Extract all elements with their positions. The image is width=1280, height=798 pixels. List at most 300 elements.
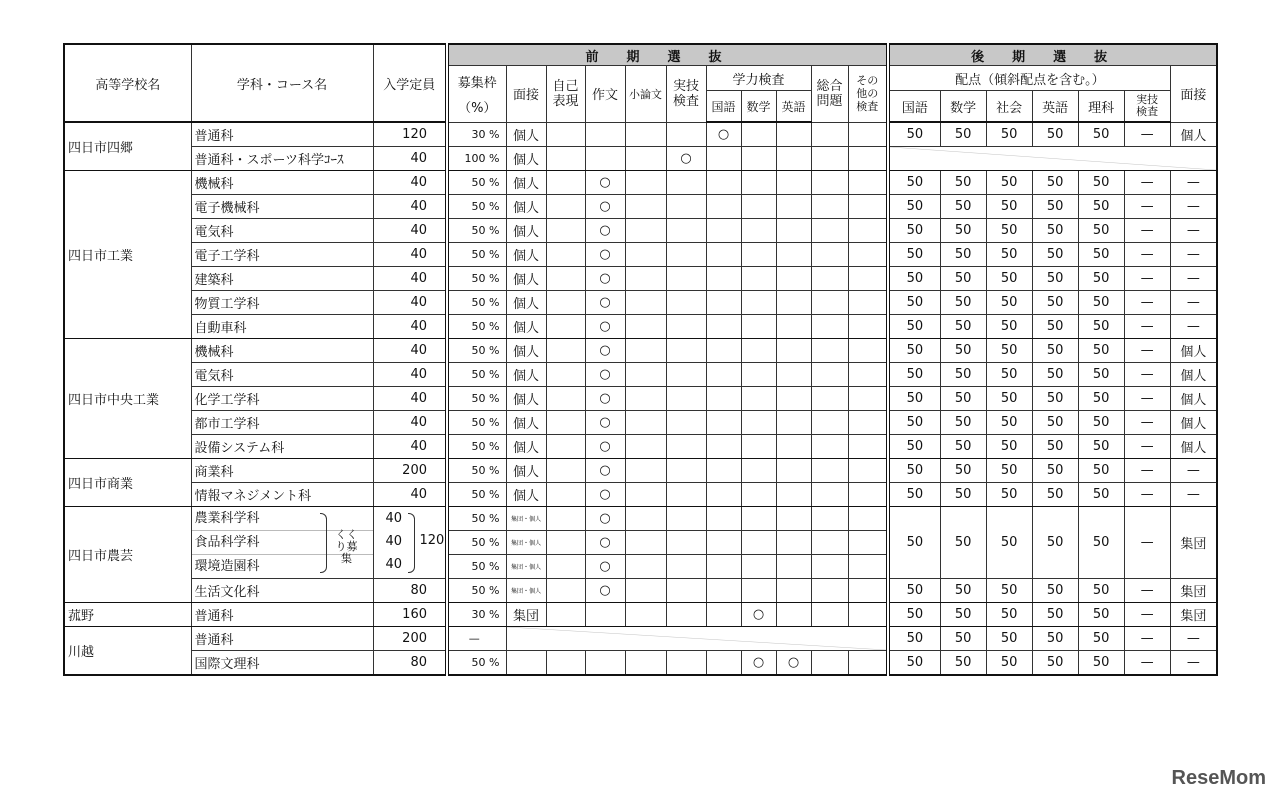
empty-cell-sogo [811,459,848,483]
late-interview: 集団 [1170,507,1217,579]
score-shakai: 50 [986,219,1032,243]
circle-mark-sakubun: ○ [585,483,625,507]
empty-cell-eigo [776,507,811,531]
score-rika: 50 [1078,603,1124,627]
course-name: 食品科学科 [192,530,373,554]
score-sugaku: 50 [940,291,986,315]
empty-cell-eigo [776,195,811,219]
table-row [64,651,1217,676]
late-interview: 個人 [1170,411,1217,435]
score-kokugo: 50 [888,603,940,627]
score-kokugo: 50 [888,291,940,315]
score-eigo: 50 [1032,122,1078,147]
empty-cell-eigo [776,122,811,147]
capacity: 40 [373,363,447,387]
empty-cell-jiko [546,579,585,603]
late-jitsugi: — [1124,195,1170,219]
empty-cell-sugaku [741,171,776,195]
empty-cell-kokugo [706,507,741,531]
table-row [64,267,1217,291]
late-interview: — [1170,243,1217,267]
empty-cell-eigo [776,411,811,435]
empty-cell-jiko [546,267,585,291]
empty-cell-shoronbun [625,339,666,363]
empty-cell-sonota [848,363,888,387]
score-rika: 50 [1078,315,1124,339]
header-late-sugaku: 数学 [940,91,986,123]
late-jitsugi: — [1124,219,1170,243]
interview-type: 個人 [506,483,546,507]
score-eigo: 50 [1032,411,1078,435]
late-interview: — [1170,291,1217,315]
capacity-group [373,507,447,579]
header-waku-unit: （%） [458,100,497,116]
empty-cell-jiko [546,315,585,339]
capacity: 40 [373,219,447,243]
header-eigo: 英語 [776,91,811,123]
header-late-shakai: 社会 [986,91,1032,123]
course-name: 自動車科 [191,315,373,339]
diagonal-line [890,147,1216,170]
late-jitsugi: — [1124,627,1170,651]
score-rika: 50 [1078,435,1124,459]
table-row [64,579,1217,603]
score-eigo: 50 [1032,171,1078,195]
empty-cell-sonota [848,315,888,339]
late-interview: 集団 [1170,579,1217,603]
score-rika: 50 [1078,459,1124,483]
school-name: 菰野 [64,603,191,627]
empty-cell-kokugo [706,531,741,555]
empty-cell-kokugo [706,339,741,363]
circle-mark-sakubun: ○ [585,579,625,603]
header-jiko: 自己表現 [546,66,585,123]
empty-cell-sogo [811,267,848,291]
empty-cell-sugaku [741,531,776,555]
table-row [64,122,1217,147]
empty-cell-kokugo [706,411,741,435]
empty-cell-jitsugi [666,651,706,676]
school-name: 川越 [64,627,191,676]
empty-cell-jitsugi [666,387,706,411]
interview-type: 個人 [506,267,546,291]
empty-cell-sogo [811,315,848,339]
late-interview: 集団 [1170,603,1217,627]
empty-cell-sogo [811,387,848,411]
score-rika: 50 [1078,387,1124,411]
capacity: 40 [373,483,447,507]
interview-type: 集団・個人 [506,507,546,531]
empty-cell-eigo [776,171,811,195]
empty-cell-jitsugi [666,579,706,603]
empty-cell-sugaku [741,219,776,243]
interview-type: 個人 [506,459,546,483]
empty-cell-sakubun [585,651,625,676]
empty-cell-shoronbun [625,291,666,315]
empty-cell-sonota [848,291,888,315]
interview-type: 個人 [506,387,546,411]
course-group [191,507,373,579]
score-shakai: 50 [986,315,1032,339]
empty-cell-sugaku [741,243,776,267]
empty-cell-sugaku [741,267,776,291]
capacity: 200 [373,459,447,483]
empty-cell-jiko [546,122,585,147]
score-eigo: 50 [1032,243,1078,267]
score-shakai: 50 [986,579,1032,603]
score-kokugo: 50 [888,267,940,291]
circle-mark-sakubun: ○ [585,339,625,363]
empty-cell-jitsugi [666,339,706,363]
score-sugaku: 50 [940,122,986,147]
score-sugaku: 50 [940,507,986,579]
empty-cell-kokugo [706,387,741,411]
table-row [64,243,1217,267]
interview-type [506,651,546,676]
empty-cell-jiko [546,507,585,531]
empty-cell-eigo [776,291,811,315]
recruit-ratio: 50 % [447,219,506,243]
empty-cell-shoronbun [625,171,666,195]
course-name: 普通科 [191,603,373,627]
empty-cell-eigo [776,339,811,363]
empty-cell-eigo [776,267,811,291]
score-kokugo: 50 [888,483,940,507]
score-eigo: 50 [1032,267,1078,291]
brace-icon [408,513,415,573]
late-jitsugi: — [1124,435,1170,459]
score-shakai: 50 [986,363,1032,387]
empty-cell-sugaku [741,315,776,339]
course-name: 情報マネジメント科 [191,483,373,507]
score-rika: 50 [1078,411,1124,435]
circle-mark-sakubun: ○ [585,555,625,579]
empty-cell-eigo [776,147,811,171]
late-jitsugi: — [1124,363,1170,387]
score-rika: 50 [1078,483,1124,507]
header-course: 学科・コース名 [191,44,373,122]
interview-type: 個人 [506,147,546,171]
course-name: 機械科 [191,339,373,363]
interview-type: 集団・個人 [506,531,546,555]
score-kokugo: 50 [888,243,940,267]
score-sugaku: 50 [940,483,986,507]
score-shakai: 50 [986,507,1032,579]
not-applicable-cell [888,147,1217,171]
late-jitsugi: — [1124,291,1170,315]
recruit-ratio: 50 % [447,243,506,267]
empty-cell-sogo [811,651,848,676]
empty-cell-sogo [811,291,848,315]
interview-type: 個人 [506,339,546,363]
late-interview: — [1170,195,1217,219]
course-name: 電子機械科 [191,195,373,219]
score-eigo: 50 [1032,291,1078,315]
empty-cell-kokugo [706,315,741,339]
score-shakai: 50 [986,195,1032,219]
score-rika: 50 [1078,363,1124,387]
empty-cell-sogo [811,339,848,363]
course-name: 建築科 [191,267,373,291]
capacity: 40 [385,557,403,572]
empty-cell-jitsugi [666,363,706,387]
interview-type: 個人 [506,171,546,195]
table-row [64,411,1217,435]
empty-cell-sugaku [741,339,776,363]
score-eigo: 50 [1032,603,1078,627]
interview-type: 個人 [506,435,546,459]
school-name: 四日市農芸 [64,507,191,603]
empty-cell-jitsugi [666,411,706,435]
header-sugaku: 数学 [741,91,776,123]
empty-cell-kokugo [706,291,741,315]
capacity: 80 [373,651,447,676]
header-late-mensetsu: 面接 [1170,66,1217,123]
empty-cell-shoronbun [625,435,666,459]
circle-mark-sugaku: ○ [741,603,776,627]
empty-cell-shoronbun [625,411,666,435]
empty-cell-sonota [848,507,888,531]
capacity: 40 [385,534,403,549]
score-shakai: 50 [986,267,1032,291]
empty-cell-shoronbun [625,267,666,291]
empty-cell-sonota [848,555,888,579]
empty-cell-shoronbun [625,147,666,171]
score-sugaku: 50 [940,219,986,243]
circle-mark-jitsugi: ○ [666,147,706,171]
empty-cell-jitsugi [666,243,706,267]
interview-type: 個人 [506,363,546,387]
empty-cell-shoronbun [625,459,666,483]
course-name: 機械科 [191,171,373,195]
empty-cell-shoronbun [625,579,666,603]
empty-cell-shoronbun [625,219,666,243]
score-rika: 50 [1078,122,1124,147]
empty-cell-shoronbun [625,195,666,219]
empty-cell-sugaku [741,291,776,315]
score-sugaku: 50 [940,603,986,627]
empty-cell-sugaku [741,579,776,603]
recruit-ratio: 50 % [447,483,506,507]
table-row [64,507,1217,531]
interview-type: 集団・個人 [506,579,546,603]
capacity: 160 [373,603,447,627]
capacity: 40 [373,267,447,291]
score-eigo: 50 [1032,195,1078,219]
late-jitsugi: — [1124,651,1170,676]
admission-table [63,43,1218,676]
header-waku-label: 募集枠 [457,75,497,91]
score-sugaku: 50 [940,339,986,363]
late-interview: — [1170,267,1217,291]
late-jitsugi: — [1124,267,1170,291]
empty-cell-jiko [546,483,585,507]
empty-cell-eigo [776,555,811,579]
late-interview: — [1170,219,1217,243]
empty-cell-sugaku [741,507,776,531]
score-kokugo: 50 [888,627,940,651]
recruit-ratio: 50 % [447,171,506,195]
empty-cell-jiko [546,219,585,243]
circle-mark-sugaku: ○ [741,651,776,676]
late-interview: — [1170,651,1217,676]
header-late-eigo: 英語 [1032,91,1078,123]
score-kokugo: 50 [888,507,940,579]
course-name: 普通科 [191,627,373,651]
school-name: 四日市中央工業 [64,339,191,459]
table-row [64,387,1217,411]
empty-cell-jitsugi [666,603,706,627]
score-rika: 50 [1078,195,1124,219]
empty-cell-eigo [776,459,811,483]
header-kokugo: 国語 [706,91,741,123]
late-jitsugi: — [1124,122,1170,147]
late-jitsugi: — [1124,315,1170,339]
empty-cell-sugaku [741,435,776,459]
empty-cell-eigo [776,363,811,387]
empty-cell-jitsugi [666,435,706,459]
empty-cell-jiko [546,459,585,483]
empty-cell-jitsugi [666,315,706,339]
table-row [64,171,1217,195]
empty-cell-eigo [776,603,811,627]
score-shakai: 50 [986,483,1032,507]
capacity: 40 [385,511,403,526]
recruit-ratio: 50 % [447,315,506,339]
header-early-selection: 前期選抜 [447,44,888,66]
header-capacity: 入学定員 [373,44,447,122]
table-row [64,219,1217,243]
empty-cell-jiko [546,387,585,411]
empty-cell-jiko [546,411,585,435]
empty-cell-sugaku [741,363,776,387]
table-row [64,627,1217,651]
empty-cell-jiko [546,147,585,171]
course-name: 普通科・スポーツ科学ｺｰｽ [191,147,373,171]
empty-cell-sogo [811,411,848,435]
empty-cell-sogo [811,483,848,507]
recruit-ratio: 50 % [447,387,506,411]
late-interview: 個人 [1170,363,1217,387]
empty-cell-sonota [848,122,888,147]
course-name: 生活文化科 [191,579,373,603]
table-row [64,483,1217,507]
score-shakai: 50 [986,435,1032,459]
header-mensetsu: 面接 [506,66,546,123]
score-kokugo: 50 [888,195,940,219]
empty-cell-jiko [546,531,585,555]
empty-cell-sonota [848,387,888,411]
empty-cell-sogo [811,555,848,579]
late-interview: — [1170,483,1217,507]
late-interview: 個人 [1170,435,1217,459]
empty-cell-sonota [848,483,888,507]
empty-cell-jiko [546,291,585,315]
late-jitsugi: — [1124,483,1170,507]
empty-cell-kokugo [706,435,741,459]
empty-cell-sogo [811,147,848,171]
empty-cell-jiko [546,339,585,363]
empty-cell-eigo [776,243,811,267]
header-jitsugi: 実技検査 [666,66,706,123]
score-shakai: 50 [986,411,1032,435]
empty-cell-sogo [811,507,848,531]
score-kokugo: 50 [888,459,940,483]
capacity: 40 [373,387,447,411]
empty-cell-shoronbun [625,243,666,267]
course-name: 普通科 [191,122,373,147]
late-jitsugi: — [1124,411,1170,435]
late-interview: 個人 [1170,387,1217,411]
score-rika: 50 [1078,627,1124,651]
table-row [64,339,1217,363]
empty-cell-jiko [546,651,585,676]
empty-cell-eigo [776,483,811,507]
score-sugaku: 50 [940,243,986,267]
recruit-ratio: 50 % [447,531,506,555]
recruit-ratio: 50 % [447,651,506,676]
score-eigo: 50 [1032,435,1078,459]
interview-type: 個人 [506,219,546,243]
empty-cell-shoronbun [625,483,666,507]
empty-cell-kokugo [706,555,741,579]
score-kokugo: 50 [888,651,940,676]
empty-cell-jiko [546,555,585,579]
empty-cell-shoronbun [625,603,666,627]
score-shakai: 50 [986,171,1032,195]
empty-cell-jiko [546,435,585,459]
score-eigo: 50 [1032,627,1078,651]
circle-mark-sakubun: ○ [585,243,625,267]
empty-cell-kokugo [706,363,741,387]
course-name: 化学工学科 [191,387,373,411]
empty-cell-jitsugi [666,195,706,219]
empty-cell-jiko [546,195,585,219]
score-kokugo: 50 [888,387,940,411]
empty-cell-sonota [848,531,888,555]
capacity: 40 [373,195,447,219]
score-rika: 50 [1078,651,1124,676]
empty-cell-jiko [546,171,585,195]
score-sugaku: 50 [940,267,986,291]
diagonal-line [507,627,887,650]
capacity: 40 [373,339,447,363]
circle-mark-sakubun: ○ [585,315,625,339]
score-shakai: 50 [986,291,1032,315]
recruit-ratio: 30 % [447,603,506,627]
empty-cell-jitsugi [666,122,706,147]
empty-cell-sonota [848,171,888,195]
score-sugaku: 50 [940,195,986,219]
empty-cell-jitsugi [666,531,706,555]
empty-cell-sonota [848,651,888,676]
score-kokugo: 50 [888,171,940,195]
late-interview: 個人 [1170,339,1217,363]
empty-cell-sogo [811,435,848,459]
empty-cell-sonota [848,219,888,243]
late-jitsugi: — [1124,603,1170,627]
empty-cell-kokugo [706,219,741,243]
score-shakai: 50 [986,603,1032,627]
interview-type: 集団・個人 [506,555,546,579]
capacity: 200 [373,627,447,651]
score-kokugo: 50 [888,122,940,147]
table-row [64,195,1217,219]
empty-cell-sakubun [585,147,625,171]
score-shakai: 50 [986,627,1032,651]
circle-mark-sakubun: ○ [585,291,625,315]
empty-cell-eigo [776,531,811,555]
